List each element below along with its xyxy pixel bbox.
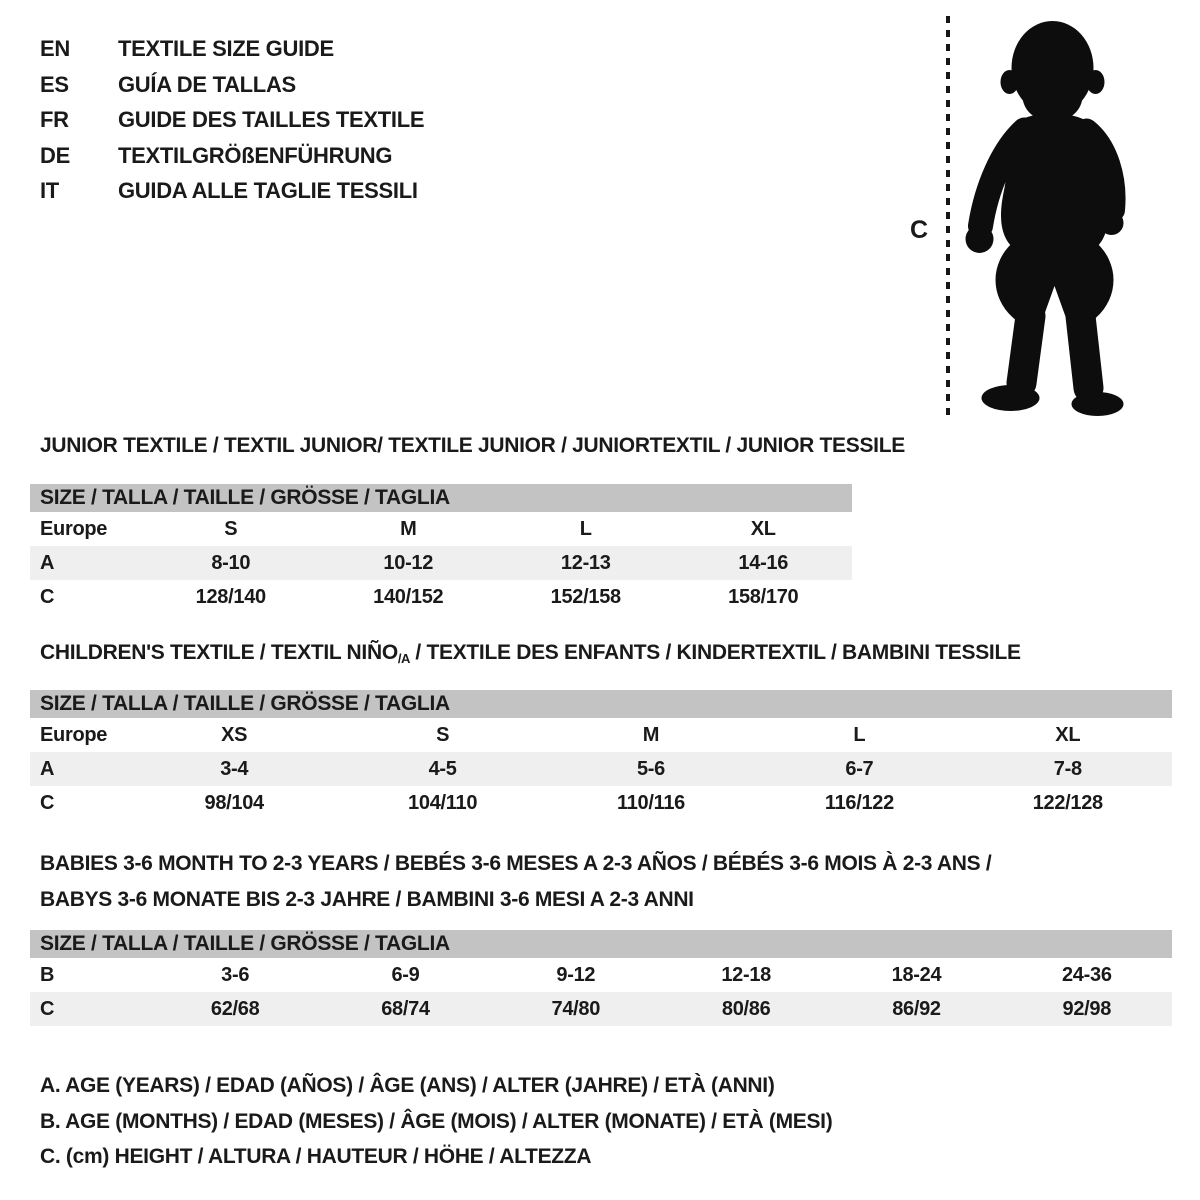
size-cell: L <box>579 517 592 540</box>
lang-title-it: GUIDA ALLE TAGLIE TESSILI <box>118 178 418 203</box>
height-cell: 152/158 <box>550 585 621 608</box>
children-size-table <box>30 690 1172 820</box>
children-section-title <box>40 641 1021 666</box>
height-cell: 128/140 <box>195 585 266 608</box>
babies-size-table <box>30 930 1172 1026</box>
lang-code-es: ES <box>40 71 69 97</box>
months-cell: 18-24 <box>891 963 942 986</box>
children-title-sub: /A <box>397 651 410 666</box>
children-europe-row <box>30 718 1172 752</box>
toddler-silhouette-icon <box>963 18 1141 418</box>
children-age-row <box>30 752 1172 786</box>
lang-code-de: DE <box>40 142 70 168</box>
lang-title-de: TEXTILGRÖßENFÜHRUNG <box>118 142 393 168</box>
age-cell: 10-12 <box>383 551 434 574</box>
row-label: C <box>40 585 55 608</box>
lang-code-it: IT <box>40 178 59 203</box>
row-label: A <box>40 757 55 780</box>
row-label: C <box>40 791 55 814</box>
months-cell: 12-18 <box>721 963 771 986</box>
lang-code-fr: FR <box>40 107 69 132</box>
babies-title-line2: BABYS 3-6 MONATE BIS 2-3 JAHRE / BAMBINI 3-6 MESI A 2-3 ANNI <box>40 888 694 911</box>
lang-row-de <box>40 138 424 174</box>
lang-title-en: TEXTILE SIZE GUIDE <box>118 36 334 61</box>
junior-age-row <box>30 546 852 580</box>
age-cell: 6-7 <box>845 757 874 780</box>
age-cell: 7-8 <box>1053 757 1082 780</box>
junior-size-table-header: SIZE / TALLA / TAILLE / GRÖSSE / TAGLIA <box>30 484 852 512</box>
months-cell: 6-9 <box>391 963 420 986</box>
children-size-table-header: SIZE / TALLA / TAILLE / GRÖSSE / TAGLIA <box>30 690 1172 718</box>
age-cell: 5-6 <box>636 757 665 780</box>
children-title-rest: / TEXTILE DES ENFANTS / KINDERTEXTIL / BAMBINI TESSILE <box>409 641 1021 664</box>
babies-title-line1: BABIES 3-6 MONTH TO 2-3 YEARS / BEBÉS 3-6 MESES A 2-3 AÑOS / BÉBÉS 3-6 MOIS À 2-3 ANS / <box>40 852 992 875</box>
language-title-block <box>40 31 424 209</box>
lang-title-es: GUÍA DE TALLAS <box>118 71 296 97</box>
age-cell: 8-10 <box>211 551 251 574</box>
legend-height-cm: C. (cm) HEIGHT / ALTURA / HAUTEUR / HÖHE / ALTEZZA <box>40 1145 592 1168</box>
size-cell: M <box>642 723 660 746</box>
children-title-main: CHILDREN'S TEXTILE / TEXTIL NIÑO <box>40 641 398 664</box>
age-cell: 4-5 <box>428 757 457 780</box>
junior-height-row <box>30 580 852 614</box>
size-cell: XS <box>221 723 248 746</box>
height-cell: 110/116 <box>616 791 685 814</box>
children-height-row <box>30 786 1172 820</box>
months-cell: 3-6 <box>221 963 250 986</box>
row-label: A <box>40 551 55 574</box>
junior-europe-row <box>30 512 852 546</box>
height-cell: 86/92 <box>892 997 941 1020</box>
lang-title-fr: GUIDE DES TAILLES TEXTILE <box>118 107 425 132</box>
row-label: Europe <box>40 517 108 540</box>
height-cell: 92/98 <box>1062 997 1112 1020</box>
babies-section-title <box>40 846 1180 918</box>
legend-age-years: A. AGE (YEARS) / EDAD (AÑOS) / ÂGE (ANS) / ALTER (JAHRE) / ETÀ (ANNI) <box>40 1074 775 1097</box>
size-cell: XL <box>1055 723 1081 746</box>
height-measure-dashed-line <box>946 16 950 416</box>
height-cell: 104/110 <box>408 791 478 814</box>
age-cell: 12-13 <box>560 551 611 574</box>
lang-code-en: EN <box>40 36 70 61</box>
size-cell: M <box>400 517 417 540</box>
babies-height-row <box>30 992 1172 1026</box>
height-cell: 158/170 <box>728 585 799 608</box>
babies-size-table-header: SIZE / TALLA / TAILLE / GRÖSSE / TAGLIA <box>30 930 1172 958</box>
size-cell: L <box>853 723 866 746</box>
lang-row-it <box>40 173 424 209</box>
months-cell: 24-36 <box>1061 963 1112 986</box>
height-cell: 116/122 <box>824 791 894 814</box>
height-cell: 80/86 <box>721 997 771 1020</box>
lang-row-fr <box>40 102 424 138</box>
height-cell: 122/128 <box>1032 791 1103 814</box>
height-cell: 74/80 <box>551 997 601 1020</box>
babies-months-row <box>30 958 1172 992</box>
junior-section-title: JUNIOR TEXTILE / TEXTIL JUNIOR/ TEXTILE JUNIOR / JUNIORTEXTIL / JUNIOR TESSILE <box>40 434 905 457</box>
size-cell: S <box>224 517 238 540</box>
legend <box>40 1068 832 1175</box>
age-cell: 3-4 <box>220 757 249 780</box>
size-cell: XL <box>750 517 776 540</box>
height-cell: 98/104 <box>204 791 264 814</box>
age-cell: 14-16 <box>738 551 789 574</box>
height-cell: 140/152 <box>373 585 444 608</box>
row-label: Europe <box>40 723 108 746</box>
legend-age-months: B. AGE (MONTHS) / EDAD (MESES) / ÂGE (MOIS) / ALTER (MONATE) / ETÀ (MESI) <box>40 1109 833 1133</box>
row-label: C <box>40 997 55 1020</box>
height-cell: 68/74 <box>381 997 430 1020</box>
junior-size-table <box>30 484 852 614</box>
height-measure-label: C <box>910 216 929 244</box>
months-cell: 9-12 <box>556 963 596 986</box>
height-cell: 62/68 <box>210 997 260 1020</box>
row-label: B <box>40 963 55 986</box>
size-cell: S <box>436 723 450 746</box>
lang-row-es <box>40 67 424 103</box>
lang-row-en <box>40 31 424 67</box>
